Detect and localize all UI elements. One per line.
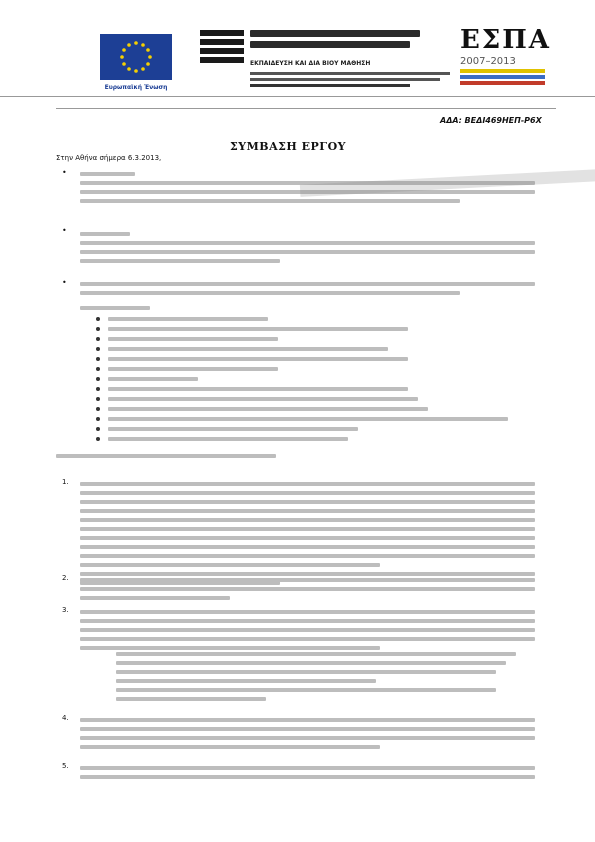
header-rule <box>56 108 556 109</box>
espa-logo <box>460 25 551 90</box>
espa-name: ΕΣΠΑ <box>460 25 551 55</box>
list-item <box>96 394 516 404</box>
list-item <box>96 334 516 344</box>
list-item <box>96 314 516 324</box>
clause-1 <box>80 482 535 590</box>
header-divider <box>0 96 595 97</box>
espa-bar-icon <box>460 81 545 85</box>
espa-years: 2007–2013 <box>460 56 516 67</box>
list-item <box>96 434 516 444</box>
programme-title-graphic <box>250 30 430 64</box>
list-item <box>96 404 516 414</box>
espa-bar-icon <box>460 75 545 79</box>
list-item <box>96 374 516 384</box>
agreement-sentence <box>56 454 535 463</box>
clause-3-items <box>116 652 535 706</box>
party-block-3 <box>80 282 535 300</box>
bullet-marker: • <box>62 278 67 287</box>
programme-logo-icon <box>200 30 244 64</box>
clause-2 <box>80 578 535 605</box>
list-item <box>96 344 516 354</box>
clause-number: 2. <box>62 574 69 582</box>
clause-number: 1. <box>62 478 69 486</box>
ada-code: ΑΔΑ: ΒΕΔΙ469ΗΕΠ-Ρ6Χ <box>440 116 542 125</box>
espa-bar-icon <box>460 69 545 73</box>
list-item <box>96 384 516 394</box>
considerations-list <box>96 314 516 444</box>
list-item <box>96 364 516 374</box>
clause-3 <box>80 610 535 655</box>
page-title: ΣΥΜΒΑΣΗ ΕΡΓΟΥ <box>230 140 347 153</box>
intro-text: Στην Αθήνα σήμερα 6.3.2013, <box>56 154 162 162</box>
bullet-marker: • <box>62 226 67 235</box>
clause-number: 3. <box>62 606 69 614</box>
programme-subtext-line <box>250 72 450 75</box>
clause-4 <box>80 718 535 754</box>
list-item <box>96 414 516 424</box>
bullet-marker: • <box>62 168 67 177</box>
eu-flag-icon <box>100 34 172 80</box>
list-item <box>96 424 516 434</box>
programme-subtext-line <box>250 84 410 87</box>
party-block-2 <box>80 232 535 268</box>
clause-number: 4. <box>62 714 69 722</box>
clause-5 <box>80 766 535 784</box>
clause-number: 5. <box>62 762 69 770</box>
programme-subtext-line <box>250 78 440 81</box>
programme-label: ΕΚΠΑΙΔΕΥΣΗ ΚΑΙ ΔΙΑ ΒΙΟΥ ΜΑΘΗΣΗ <box>250 60 371 67</box>
document-header <box>100 12 555 102</box>
eu-label: Ευρωπαϊκή Ένωση <box>104 84 168 91</box>
list-item <box>96 324 516 334</box>
list-item <box>96 354 516 364</box>
